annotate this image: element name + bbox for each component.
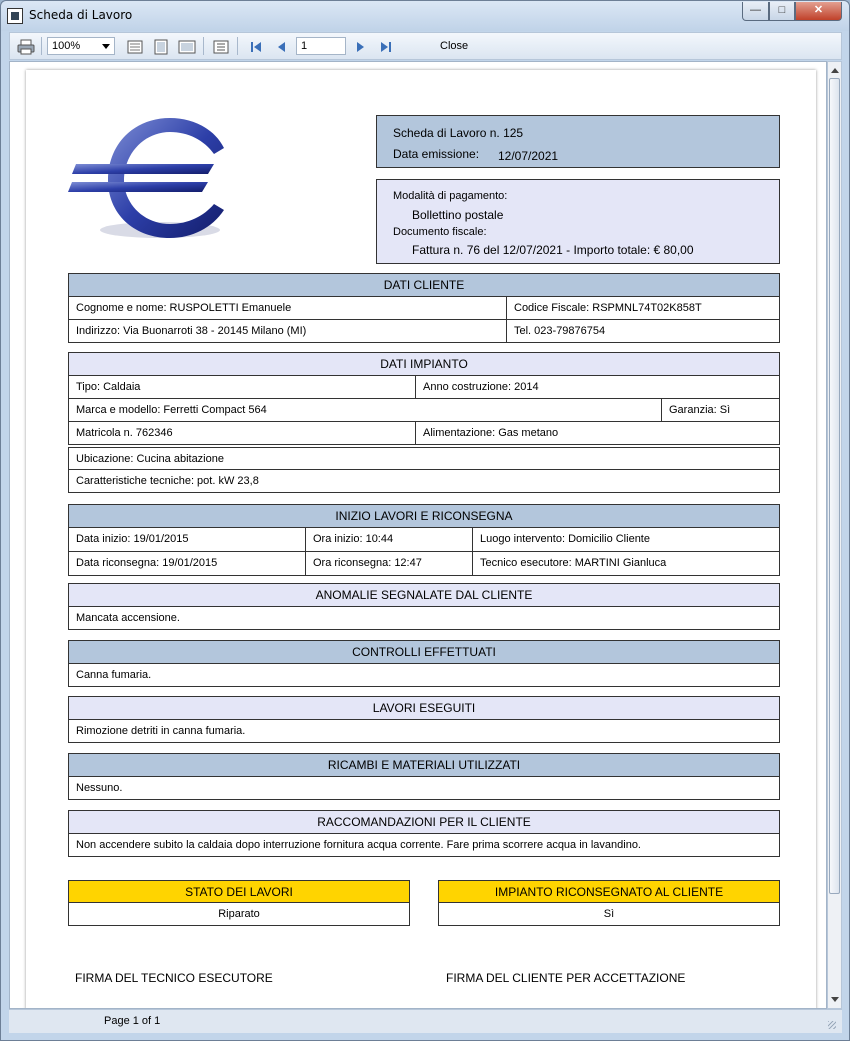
status-bar [9,1009,842,1033]
resize-grip-icon[interactable] [828,1021,836,1029]
page-info: Page 1 of 1 [104,1015,161,1027]
system-location: Ubicazione: Cucina abitazione [76,453,224,465]
returned-status-value: Sì [438,903,780,926]
checks-text: Canna fumaria. [76,669,152,681]
recommendations-section [68,810,780,857]
page-number-value: 1 [301,40,308,52]
payment-method-value: Bollettino postale [412,208,504,222]
anomalies-title: ANOMALIE SEGNALATE DAL CLIENTE [68,583,780,607]
work-order-header [376,115,780,168]
window-title: Scheda di Lavoro [29,8,133,22]
client-name: Cognome e nome: RUSPOLETTI Emanuele [76,302,292,314]
viewer-toolbar [9,32,842,60]
report-page [26,70,816,1009]
scroll-up-icon[interactable] [831,68,839,73]
system-warranty: Garanzia: Sì [661,399,779,421]
payment-box [376,179,780,264]
page-number-input[interactable] [296,37,346,55]
recommendations-title: RACCOMANDAZIONI PER IL CLIENTE [68,810,780,834]
system-serial: Matricola n. 762346 [76,427,173,439]
return-time: Ora riconsegna: 12:47 [305,552,472,575]
maximize-button[interactable]: □ [769,2,795,21]
checks-title: CONTROLLI EFFETTUATI [68,640,780,664]
technician: Tecnico esecutore: MARTINI Gianluca [472,552,779,575]
return-date: Data riconsegna: 19/01/2015 [76,557,218,569]
system-year: Anno costruzione: 2014 [415,376,779,398]
system-section [68,352,780,445]
issue-date-value: 12/07/2021 [498,149,559,163]
system-fuel: Alimentazione: Gas metano [415,422,779,444]
recommendations-text: Non accendere subito la caldaia dopo interruzione fornitura acqua corrente. Fare prima scorrere acqua in lavandino. [76,839,641,851]
minimize-button[interactable]: — [742,2,769,21]
zoom-select[interactable] [47,37,115,55]
two-pages-icon[interactable] [177,37,195,55]
parts-section [68,753,780,800]
technician-signature-label: FIRMA DEL TECNICO ESECUTORE [75,971,273,985]
parts-text: Nessuno. [76,782,123,794]
work-dates-section [68,504,780,576]
print-icon[interactable] [16,37,34,55]
scroll-thumb[interactable] [829,78,840,894]
anomalies-text: Mancata accensione. [76,612,180,624]
next-page-icon[interactable] [350,37,368,55]
whole-page-icon[interactable] [151,37,169,55]
vertical-scrollbar[interactable] [827,61,842,1009]
client-section [68,273,780,343]
parts-title: RICAMBI E MATERIALI UTILIZZATI [68,753,780,777]
system-location-box [68,447,780,493]
client-tax-code: Codice Fiscale: RSPMNL74T02K858T [506,297,779,319]
work-done-text: Rimozione detriti in canna fumaria. [76,725,246,737]
work-done-section [68,696,780,743]
euro-logo-icon [64,110,244,250]
system-section-title: DATI IMPIANTO [68,352,780,376]
work-order-number: Scheda di Lavoro n. 125 [393,126,524,140]
previous-page-icon[interactable] [272,37,290,55]
system-model: Marca e modello: Ferretti Compact 564 [76,404,267,416]
thumbnails-icon[interactable] [211,37,229,55]
intervention-place: Luogo intervento: Domicilio Cliente [472,528,779,551]
work-status-title: STATO DEI LAVORI [68,880,410,903]
page-width-icon[interactable] [125,37,143,55]
checks-section [68,640,780,687]
client-signature-label: FIRMA DEL CLIENTE PER ACCETTAZIONE [446,971,686,985]
fiscal-document-label: Documento fiscale: [393,226,487,238]
client-address: Indirizzo: Via Buonarroti 38 - 20145 Milano (MI) [76,325,307,337]
last-page-icon[interactable] [376,37,394,55]
chevron-down-icon [102,44,110,49]
fiscal-document-value: Fattura n. 76 del 12/07/2021 - Importo totale: € 80,00 [412,243,694,257]
title-bar [1,1,849,31]
close-window-button[interactable]: ✕ [795,2,842,21]
start-time: Ora inizio: 10:44 [305,528,472,551]
report-viewer [9,61,827,1009]
returned-status-title: IMPIANTO RICONSEGNATO AL CLIENTE [438,880,780,903]
work-status-box [68,880,410,926]
client-phone: Tel. 023-79876754 [506,320,779,342]
app-icon [7,8,23,24]
zoom-value: 100% [52,40,81,52]
close-button[interactable]: Close [440,40,469,52]
system-type: Tipo: Caldaia [76,381,141,393]
scroll-down-icon[interactable] [831,997,839,1002]
system-specs: Caratteristiche tecniche: pot. kW 23,8 [76,475,259,487]
anomalies-section [68,583,780,630]
payment-method-label: Modalità di pagamento: [393,190,508,202]
work-status-value: Riparato [68,903,410,926]
work-dates-title: INIZIO LAVORI E RICONSEGNA [68,504,780,528]
returned-status-box [438,880,780,926]
first-page-icon[interactable] [246,37,264,55]
work-done-title: LAVORI ESEGUITI [68,696,780,720]
start-date: Data inizio: 19/01/2015 [76,533,189,545]
issue-date-label: Data emissione: [393,147,480,161]
client-section-title: DATI CLIENTE [68,273,780,297]
